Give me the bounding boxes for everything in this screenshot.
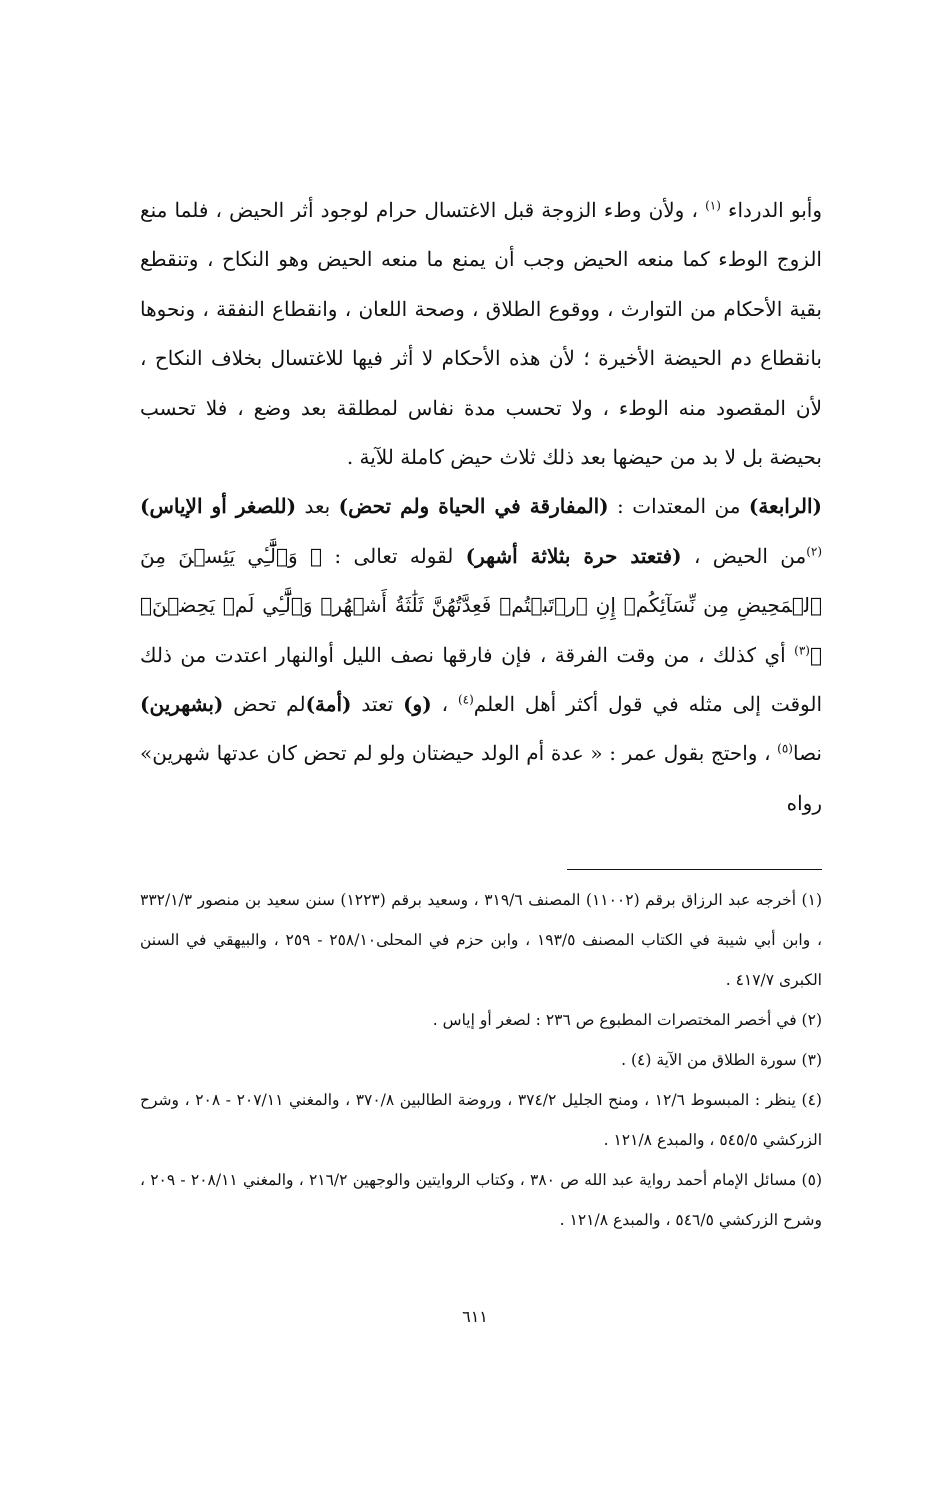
quran-verse: ﴿ وَٱلَّٰٓـِٔي يَئِسۡنَ مِنَ ٱلۡمَحِيضِ مِن نِّسَآئِكُمۡ إِنِ ٱرۡتَبۡتُمۡ فَعِدَّتُهُنَّ ثَلَٰثَةُ أَشۡهُرٖ وَٱلَّٰٓـِٔي لَمۡ يَحِضۡنَۚ ﴾ [140, 543, 822, 667]
text-run: لم تحض [223, 692, 306, 717]
footnote-text: ينظر : المبسوط ١٢/٦ ، ومنح الجليل ٣٧٤/٢ ، وروضة الطالبين ٣٧٠/٨ ، والمغني ٢٠٧/١١ - ٢٠٨ ، وشرح الزركشي ٥٤٥/٥ ، والمبدع ١٢١/٨ . [140, 1091, 822, 1149]
footnote-number: (٣) [801, 1051, 822, 1069]
bold-term: (فتعتد حرة بثلاثة أشهر) [465, 543, 682, 568]
main-text [140, 186, 822, 828]
footnote-number: (١) [801, 891, 822, 909]
footnote-5 [140, 1160, 822, 1240]
bold-term: (بشهرين) [140, 692, 224, 717]
page-number: ٦١١ [462, 1307, 488, 1326]
text-run: ، واحتج بقول عمر : « عدة أم الولد حيضتان ولو لم تحض كان عدتها شهرين» رواه [140, 741, 822, 815]
footnote-2 [140, 1000, 822, 1040]
text-run: ، ولأن وطء الزوجة قبل الاغتسال حرام لوجود أثر الحيض ، فلما منع الزوج الوطء كما منعه الحيض وجب أن يمنع ما منعه الحيض وهو النكاح ، وتنقطع بقية الأحكام من التوارث ، ووقوع الطلاق ، وصحة اللعان ، وانقطاع النفقة ، ونحوها بانقطاع دم الحيضة الأخيرة ؛ لأن هذه الأحكام لا أثر فيها للاغتسال بخلاف النكاح ، لأن المقصود منه الوطء ، ولا تحسب مدة نفاس لمطلقة بعد وضع ، فلا تحسب بحيضة بل لا بد من حيضها بعد ذلك ثلاث حيض كاملة للآية . [140, 198, 822, 470]
footnote-1 [140, 880, 822, 1000]
paragraph-2 [140, 482, 822, 828]
paragraph-1 [140, 186, 822, 482]
footnote-number: (٢) [801, 1011, 822, 1029]
footnote-ref: (٢) [806, 544, 823, 559]
text-run: نصا [792, 741, 822, 766]
text-run: من الحيض ، [681, 543, 807, 568]
footnote-text: أخرجه عبد الرزاق برقم (١١٠٠٢) المصنف ٣١٩/٦ ، وسعيد برقم (١٢٢٣) سنن سعيد بن منصور ٣٣٢/١/٣ ، وابن أبي شيبة في الكتاب المصنف ١٩٣/٥ ، وابن حزم في المحلى٢٥٨/١٠ - ٢٥٩ ، والبيهقي في السنن الكبرى ٤١٧/٧ . [140, 891, 822, 989]
footnote-text: مسائل الإمام أحمد رواية عبد الله ص ٣٨٠ ، وكتاب الروايتين والوجهين ٢١٦/٢ ، والمغني ٢٠٨/١١ - ٢٠٩ ، وشرح الزركشي ٥٤٦/٥ ، والمبدع ١٢١/٨ . [140, 1171, 822, 1229]
text-run: لقوله تعالى : [322, 543, 466, 568]
footnote-text: سورة الطلاق من الآية (٤) . [621, 1051, 802, 1069]
text-run: أي كذلك ، من وقت الفرقة ، فإن فارقها نصف الليل أوالنهار اعتدت من ذلك الوقت إلى مثله في قول أكثر أهل العلم [140, 642, 822, 717]
footnote-ref: (٤) [457, 692, 474, 707]
bold-term: (الرابعة) [748, 494, 822, 519]
bold-term: (أمة) [305, 692, 352, 717]
text-run: ، [431, 692, 458, 717]
bold-term: (للصغر أو الإياس) [140, 494, 297, 519]
footnotes [140, 880, 822, 1240]
bold-term: (المفارقة في الحياة ولم تحض) [338, 494, 609, 519]
text-run: من المعتدات : [608, 494, 749, 519]
footnote-ref: (٥) [777, 741, 793, 756]
footnote-number: (٤) [801, 1091, 822, 1109]
footnote-4 [140, 1080, 822, 1160]
text-run: بعد [296, 494, 339, 519]
footnote-3 [140, 1040, 822, 1080]
bold-term: (و) [403, 692, 432, 717]
footnote-ref: (١) [705, 198, 721, 213]
text-run: وأبو الدرداء [720, 198, 822, 222]
text-run: تعتد [351, 692, 404, 717]
footnote-number: (٥) [801, 1171, 822, 1189]
footnote-ref: (٣) [794, 643, 810, 657]
footnote-text: في أخصر المختصرات المطبوع ص ٢٣٦ : لصغر أو إياس . [432, 1011, 802, 1029]
footnote-separator [567, 869, 822, 870]
